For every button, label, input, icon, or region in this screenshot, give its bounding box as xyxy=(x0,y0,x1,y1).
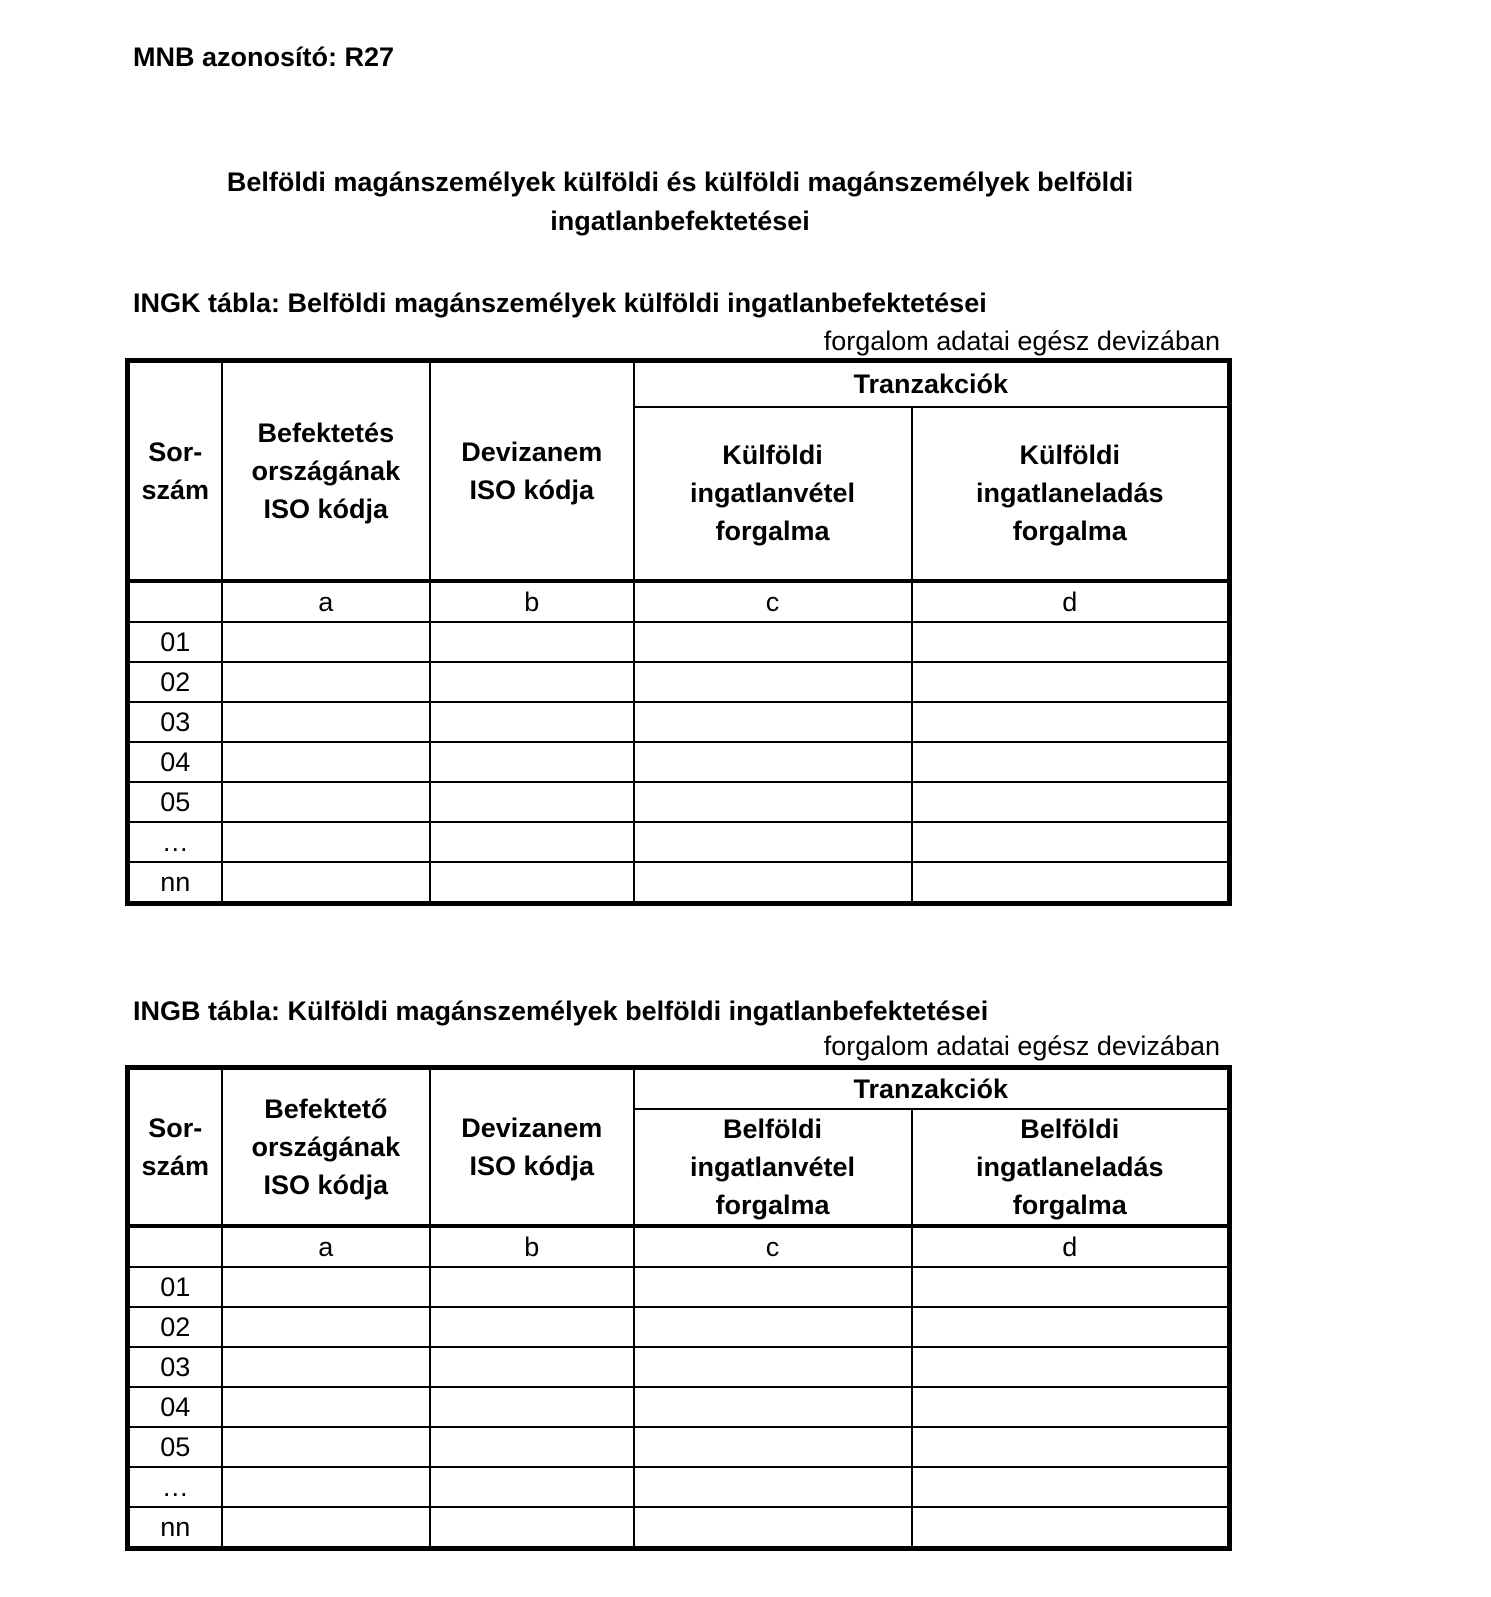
ingb-table-title: INGB tábla: Külföldi magánszemélyek belföldi ingatlanbefektetései xyxy=(133,996,989,1026)
data-cell-a[interactable] xyxy=(222,662,431,702)
ingk-header-transactions: Tranzakciók xyxy=(634,361,1230,407)
row-number: 04 xyxy=(128,1387,222,1427)
ingk-table xyxy=(125,358,1232,906)
data-cell-c[interactable] xyxy=(634,1307,912,1347)
data-cell-d[interactable] xyxy=(912,1307,1230,1347)
table-row xyxy=(128,1387,1230,1427)
ingb-letter-row xyxy=(128,1226,1230,1267)
data-cell-a[interactable] xyxy=(222,622,431,662)
ingk-unit-note: forgalom adatai egész devizában xyxy=(823,326,1220,356)
table-row xyxy=(128,1267,1230,1307)
ingk-table-title: INGK tábla: Belföldi magánszemélyek külföldi ingatlanbefektetései xyxy=(133,288,987,318)
ingb-letter-cell-serial xyxy=(128,1226,222,1267)
data-cell-d[interactable] xyxy=(912,862,1230,904)
data-cell-b[interactable] xyxy=(430,1267,633,1307)
data-cell-b[interactable] xyxy=(430,662,633,702)
data-cell-b[interactable] xyxy=(430,622,633,662)
ingb-body xyxy=(128,1267,1230,1549)
row-number: 02 xyxy=(128,1307,222,1347)
data-cell-b[interactable] xyxy=(430,742,633,782)
ingk-header-col-a: Befektetés országának ISO kódja xyxy=(222,361,431,581)
data-cell-a[interactable] xyxy=(222,1507,431,1549)
data-cell-a[interactable] xyxy=(222,822,431,862)
data-cell-c[interactable] xyxy=(634,782,912,822)
data-cell-b[interactable] xyxy=(430,1347,633,1387)
data-cell-d[interactable] xyxy=(912,622,1230,662)
data-cell-d[interactable] xyxy=(912,742,1230,782)
data-cell-a[interactable] xyxy=(222,1387,431,1427)
table-row xyxy=(128,742,1230,782)
ingb-header-serial: Sor- szám xyxy=(128,1068,222,1227)
ingb-header-transactions: Tranzakciók xyxy=(634,1068,1230,1110)
table-row xyxy=(128,1347,1230,1387)
data-cell-c[interactable] xyxy=(634,702,912,742)
ingb-table xyxy=(125,1065,1232,1551)
document-title xyxy=(150,163,1210,241)
data-cell-b[interactable] xyxy=(430,702,633,742)
data-cell-b[interactable] xyxy=(430,1467,633,1507)
ingb-letter-a: a xyxy=(222,1226,431,1267)
data-cell-d[interactable] xyxy=(912,822,1230,862)
data-cell-c[interactable] xyxy=(634,622,912,662)
data-cell-c[interactable] xyxy=(634,1467,912,1507)
ingb-header-col-a: Befektető országának ISO kódja xyxy=(222,1068,431,1227)
ingk-header-row-1 xyxy=(128,361,1230,407)
data-cell-c[interactable] xyxy=(634,1427,912,1467)
table-row xyxy=(128,1307,1230,1347)
ingk-letter-d: d xyxy=(912,581,1230,622)
data-cell-c[interactable] xyxy=(634,822,912,862)
ingb-unit-note: forgalom adatai egész devizában xyxy=(823,1031,1220,1061)
row-number: nn xyxy=(128,862,222,904)
row-number: 04 xyxy=(128,742,222,782)
data-cell-b[interactable] xyxy=(430,1427,633,1467)
ingk-letter-a: a xyxy=(222,581,431,622)
ingb-letter-d: d xyxy=(912,1226,1230,1267)
table-row xyxy=(128,1427,1230,1467)
data-cell-d[interactable] xyxy=(912,1507,1230,1549)
row-number: … xyxy=(128,1467,222,1507)
table-row xyxy=(128,702,1230,742)
data-cell-d[interactable] xyxy=(912,662,1230,702)
data-cell-b[interactable] xyxy=(430,782,633,822)
data-cell-c[interactable] xyxy=(634,1507,912,1549)
row-number: 03 xyxy=(128,702,222,742)
data-cell-c[interactable] xyxy=(634,1347,912,1387)
data-cell-b[interactable] xyxy=(430,1387,633,1427)
table-row xyxy=(128,862,1230,904)
row-number: 05 xyxy=(128,782,222,822)
table-row xyxy=(128,782,1230,822)
ingk-letter-cell-serial xyxy=(128,581,222,622)
data-cell-a[interactable] xyxy=(222,1347,431,1387)
row-number: 03 xyxy=(128,1347,222,1387)
row-number: 02 xyxy=(128,662,222,702)
ingb-header-col-b: Devizanem ISO kódja xyxy=(430,1068,633,1227)
row-number: 05 xyxy=(128,1427,222,1467)
data-cell-d[interactable] xyxy=(912,782,1230,822)
data-cell-a[interactable] xyxy=(222,1427,431,1467)
data-cell-a[interactable] xyxy=(222,862,431,904)
data-cell-a[interactable] xyxy=(222,1307,431,1347)
ingk-header-col-b: Devizanem ISO kódja xyxy=(430,361,633,581)
data-cell-d[interactable] xyxy=(912,702,1230,742)
data-cell-b[interactable] xyxy=(430,862,633,904)
data-cell-d[interactable] xyxy=(912,1387,1230,1427)
data-cell-d[interactable] xyxy=(912,1467,1230,1507)
table-row xyxy=(128,622,1230,662)
table-row xyxy=(128,1467,1230,1507)
mnb-identifier: MNB azonosító: R27 xyxy=(133,42,395,72)
row-number: nn xyxy=(128,1507,222,1549)
data-cell-c[interactable] xyxy=(634,1387,912,1427)
table-row xyxy=(128,822,1230,862)
data-cell-a[interactable] xyxy=(222,1467,431,1507)
data-cell-c[interactable] xyxy=(634,662,912,702)
ingk-body xyxy=(128,622,1230,904)
data-cell-d[interactable] xyxy=(912,1347,1230,1387)
data-cell-a[interactable] xyxy=(222,742,431,782)
data-cell-c[interactable] xyxy=(634,1267,912,1307)
table-row xyxy=(128,662,1230,702)
ingk-header-col-c: Külföldi ingatlanvétel forgalma xyxy=(634,407,912,581)
ingk-header-serial: Sor- szám xyxy=(128,361,222,581)
data-cell-d[interactable] xyxy=(912,1267,1230,1307)
ingb-letter-c: c xyxy=(634,1226,912,1267)
row-number: 01 xyxy=(128,1267,222,1307)
ingb-header-col-c: Belföldi ingatlanvétel forgalma xyxy=(634,1109,912,1226)
document-title-line-2: ingatlanbefektetései xyxy=(550,206,810,236)
data-cell-a[interactable] xyxy=(222,702,431,742)
table-row xyxy=(128,1507,1230,1549)
data-cell-c[interactable] xyxy=(634,742,912,782)
ingk-header-col-d: Külföldi ingatlaneladás forgalma xyxy=(912,407,1230,581)
row-number: 01 xyxy=(128,622,222,662)
data-cell-b[interactable] xyxy=(430,822,633,862)
data-cell-b[interactable] xyxy=(430,1507,633,1549)
document-title-line-1: Belföldi magánszemélyek külföldi és külföldi magánszemélyek belföldi xyxy=(226,167,1134,197)
row-number: … xyxy=(128,822,222,862)
ingk-letter-c: c xyxy=(634,581,912,622)
ingb-header-row-1 xyxy=(128,1068,1230,1110)
data-cell-c[interactable] xyxy=(634,862,912,904)
data-cell-a[interactable] xyxy=(222,1267,431,1307)
ingb-letter-b: b xyxy=(430,1226,633,1267)
ingk-letter-row xyxy=(128,581,1230,622)
ingk-letter-b: b xyxy=(430,581,633,622)
data-cell-b[interactable] xyxy=(430,1307,633,1347)
ingb-header-col-d: Belföldi ingatlaneladás forgalma xyxy=(912,1109,1230,1226)
data-cell-a[interactable] xyxy=(222,782,431,822)
data-cell-d[interactable] xyxy=(912,1427,1230,1467)
